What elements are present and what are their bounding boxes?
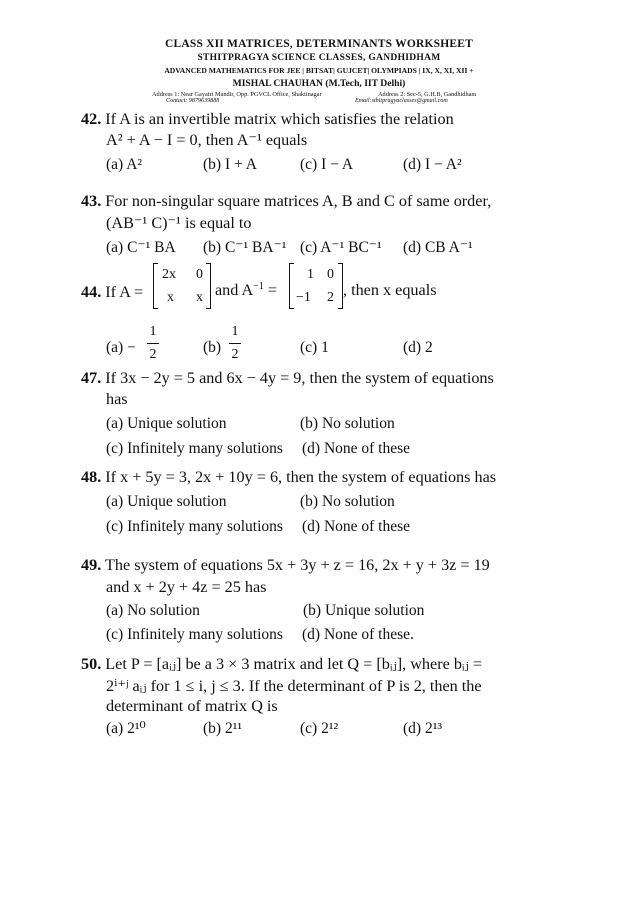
matrix-a — [153, 264, 211, 308]
matrix-cell: 0 — [327, 267, 334, 282]
question-text: If 3x − 2y = 5 and 6x − 4y = 9, then the system of equations — [105, 369, 494, 387]
address-1: Address 1: Near Gayatri Mandir, Opp. PGVCL Office, Shaktinagar — [152, 91, 322, 98]
option-a: (a) − — [106, 339, 136, 356]
fraction-bar — [229, 343, 241, 344]
equals-sign: = — [267, 281, 278, 299]
matrix-cell: 2 — [327, 290, 334, 305]
contact-email: Email:sthitpragyaclasses@gmail.com — [355, 98, 448, 104]
option-c: (c) 2¹² — [300, 720, 339, 737]
option-d: (d) None of these. — [302, 626, 414, 643]
question-42-line2: A² + A − I = 0, then A⁻¹ equals — [106, 131, 308, 149]
option-c: (c) I − A — [300, 156, 354, 173]
question-text: If A = — [105, 283, 144, 301]
question-text: Let P = [aᵢⱼ] be a 3 × 3 matrix and let Q = [bᵢⱼ], where bᵢⱼ = — [105, 655, 483, 673]
option-c: (c) Infinitely many solutions — [106, 626, 283, 643]
option-a: (a) Unique solution — [106, 415, 227, 432]
option-a: (a) 2¹⁰ — [106, 720, 146, 737]
option-b: (b) No solution — [300, 493, 395, 510]
fraction-denominator: 2 — [231, 347, 239, 362]
question-text: The system of equations 5x + 3y + z = 16, 2x + y + 3z = 19 — [105, 556, 490, 574]
option-a: (a) Unique solution — [106, 493, 227, 510]
question-44 — [81, 284, 143, 300]
option-d: (d) 2¹³ — [403, 720, 442, 737]
option-c: (c) 1 — [300, 339, 329, 356]
question-number: 50. — [81, 655, 102, 673]
question-48 — [81, 469, 496, 485]
question-number: 47. — [81, 369, 102, 387]
question-number: 43. — [81, 192, 102, 210]
question-number: 49. — [81, 556, 102, 574]
matrix-cell: −1 — [296, 290, 311, 305]
question-number: 42. — [81, 110, 102, 128]
question-text: If A is an invertible matrix which satisfies the relation — [105, 110, 454, 128]
matrix-cell: 1 — [307, 267, 314, 282]
question-50 — [81, 656, 482, 672]
question-text: For non-singular square matrices A, B and C of same order, — [105, 192, 492, 210]
option-b: (b) 2¹¹ — [203, 720, 242, 737]
question-number: 48. — [81, 468, 102, 486]
contact-phone: Contact: 9879639888 — [166, 98, 220, 104]
option-c: (c) Infinitely many solutions — [106, 440, 283, 457]
option-a: (a) C⁻¹ BA — [106, 239, 176, 256]
question-42 — [81, 111, 454, 127]
worksheet-title: CLASS XII MATRICES, DETERMINANTS WORKSHEET — [164, 38, 473, 50]
matrix-a-inverse — [289, 264, 343, 308]
option-c: (c) Infinitely many solutions — [106, 518, 283, 535]
inverse-sup: −1 — [253, 281, 264, 292]
option-b: (b) C⁻¹ BA⁻¹ — [203, 239, 287, 256]
option-d: (d) None of these — [302, 440, 411, 457]
question-50-line2: 2ⁱ⁺ʲ aᵢⱼ for 1 ≤ i, j ≤ 3. If the determinant of P is 2, then the — [106, 677, 482, 695]
option-c: (c) A⁻¹ BC⁻¹ — [300, 239, 382, 256]
question-50-line3: determinant of matrix Q is — [106, 697, 278, 715]
question-47-line2: has — [106, 390, 128, 408]
option-b: (b) — [203, 339, 222, 356]
question-43 — [81, 193, 491, 209]
fraction-bar — [147, 343, 159, 344]
matrix-cell: 2x — [162, 267, 176, 282]
matrix-cell: x — [196, 290, 203, 305]
option-b: (b) No solution — [300, 415, 395, 432]
question-number: 44. — [81, 283, 102, 301]
institute-name: STHITPRAGYA SCIENCE CLASSES, GANDHIDHAM — [197, 53, 441, 63]
question-47 — [81, 370, 494, 386]
option-b: (b) I + A — [203, 156, 257, 173]
fraction-numerator: 1 — [231, 324, 239, 339]
a-inverse-label — [215, 282, 277, 298]
address-2: Address 2: Sec-5, G.H.B, Gandhidham — [378, 91, 477, 98]
question-49 — [81, 557, 490, 573]
question-44-tail: , then x equals — [343, 281, 437, 299]
option-d: (d) CB A⁻¹ — [403, 239, 473, 256]
option-d: (d) I − A² — [403, 156, 462, 173]
matrix-cell: x — [167, 290, 174, 305]
option-a: (a) No solution — [106, 602, 200, 619]
option-d: (d) None of these — [302, 518, 411, 535]
teacher-name: MISHAL CHAUHAN (M.Tech, IIT Delhi) — [232, 78, 406, 89]
question-text: If x + 5y = 3, 2x + 10y = 6, then the system of equations has — [105, 468, 497, 486]
matrix-cell: 0 — [196, 267, 203, 282]
fraction-denominator: 2 — [149, 347, 157, 362]
question-49-line2: and x + 2y + 4z = 25 has — [106, 578, 267, 596]
fraction-numerator: 1 — [149, 324, 157, 339]
option-d: (d) 2 — [403, 339, 433, 356]
question-43-line2: (AB⁻¹ C)⁻¹ is equal to — [106, 214, 252, 232]
option-a: (a) A² — [106, 156, 143, 173]
and-text: and A — [215, 281, 254, 299]
option-b: (b) Unique solution — [303, 602, 425, 619]
courses-line: ADVANCED MATHEMATICS FOR JEE | BITSAT| GUJCET| OLYMPIADS | IX, X, XI, XII + — [164, 66, 474, 75]
